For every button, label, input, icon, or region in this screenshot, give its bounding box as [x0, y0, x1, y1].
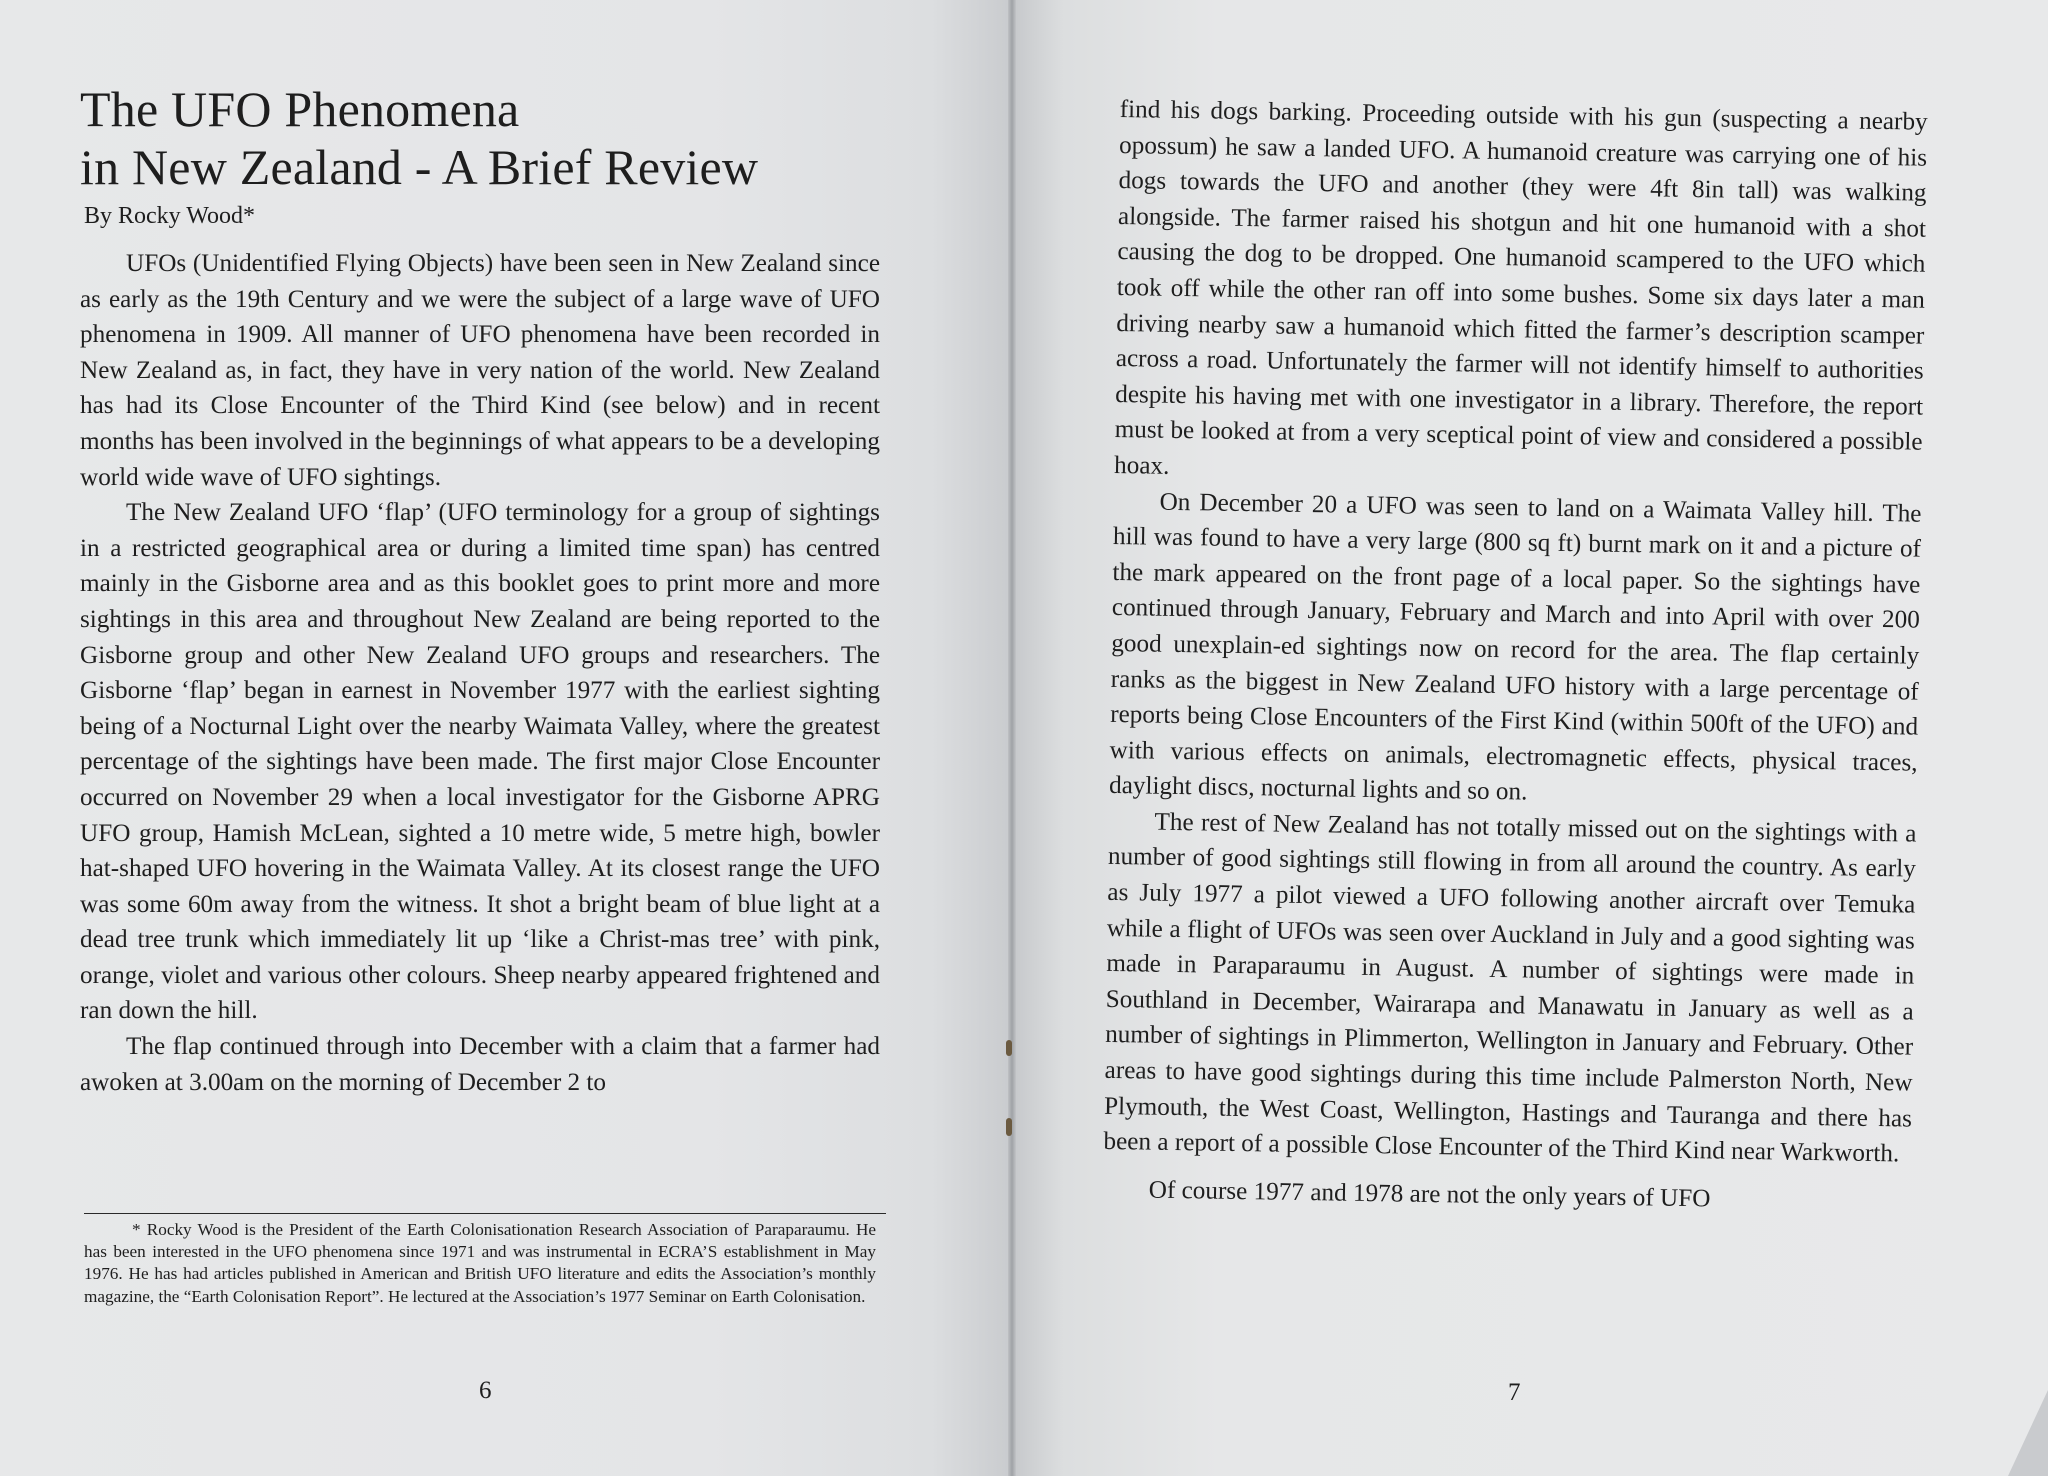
staple-mark	[1006, 1118, 1012, 1136]
title-line-1: The UFO Phenomena	[80, 81, 520, 137]
left-page-content	[80, 80, 880, 1100]
author-footnote	[84, 1219, 876, 1308]
article-title	[80, 80, 880, 196]
paragraph: find his dogs barking. Proceeding outside with his gun (suspecting a nearby opossum) he saw a landed UFO. A humanoid creature was carrying one of his dogs towards the UFO and another (they were 4ft 8in tall) was walking alongside. The farmer raised his shotgun and hit one humanoid with a shot causing the dog to be dropped. One humanoid scampered to the UFO which took off while the other ran off into some bushes. Some six days later a man driving nearby saw a humanoid which fitted the farmer’s description scamper across a road. Unfortunately the farmer will not identify himself to authorities despite his having met with one investigator in a library. Therefore, the report must be looked at from a very sceptical point of view and considered a possible hoax.	[1113, 95, 1928, 480]
title-line-2: in New Zealand - A Brief Review	[80, 139, 759, 195]
paragraph: Of course 1977 and 1978 are not the only years of UFO	[1148, 1176, 1711, 1213]
page-number-right: 7	[1508, 1379, 1521, 1406]
paragraph: The New Zealand UFO ‘flap’ (UFO terminology for a group of sightings in a restricted geographical area or during a limited time span) has centred mainly in the Gisborne area and as this booklet goes to print more and more sightings in this area and throughout New Zealand are being reported to the Gisborne group and other New Zealand UFO groups and researchers. The Gisborne ‘flap’ began in earnest in November 1977 with the earliest sighting being of a Nocturnal Light over the nearby Waimata Valley, where the greatest percentage of the sightings have been made. The first major Close Encounter occurred on November 29 when a local investigator for the Gisborne APRG UFO group, Hamish McLean, sighted a 10 metre wide, 5 metre high, bowler hat-shaped UFO hovering in the Waimata Valley. At its closest range the UFO was some 60m away from the witness. It shot a bright beam of blue light at a dead tree trunk which immediately lit up ‘like a Christ-mas tree’ with pink, orange, violet and various other colours. Sheep nearby appeared frightened and ran down the hill.	[80, 499, 880, 1025]
page-corner-curl	[2008, 1390, 2048, 1476]
staple-mark	[1006, 1040, 1012, 1056]
left-body-text	[80, 246, 880, 1100]
paragraph: The rest of New Zealand has not totally missed out on the sightings with a number of good sightings still flowing in from all around the country. As early as July 1977 a pilot viewed a UFO following another aircraft over Temuka while a flight of UFOs was seen over Auckland in July and a good sighting was made in Paraparaumu in August. A number of sightings were made in Southland in December, Wairarapa and Manawatu in January as well as a number of sightings in Plimmerton, Wellington in January and February. Other areas to have good sightings during this time include Palmerston North, New Plymouth, the West Coast, Wellington, Hastings and Tauranga and there has been a report of a possible Close Encounter of the Third Kind near Warkworth.	[1103, 808, 1917, 1168]
footnote-divider	[84, 1213, 886, 1214]
paragraph: UFOs (Unidentified Flying Objects) have been seen in New Zealand since as early as the 19th Century and we were the subject of a large wave of UFO phenomena in 1909. All manner of UFO phenomena have been recorded in New Zealand as, in fact, they have in very nation of the world. New Zealand has had its Close Encounter of the Third Kind (see below) and in recent months has been involved in the beginnings of what appears to be a developing world wide wave of UFO sightings.	[80, 250, 880, 491]
right-page-content	[1102, 92, 1927, 1220]
page-number-left: 6	[479, 1377, 492, 1404]
paragraph: On December 20 a UFO was seen to land on a Waimata Valley hill. The hill was found to have a very large (800 sq ft) burnt mark on it and a picture of the mark appeared on the front page of a local paper. So the sightings have continued through January, February and March and into April with over 200 good unexplain-ed sightings now on record for the area. The flap certainly ranks as the biggest in New Zealand UFO history with a large percentage of reports being Close Encounters of the First Kind (within 500ft of the UFO) and with various effects on animals, electromagnetic effects, physical traces, daylight discs, nocturnal lights and so on.	[1108, 488, 1922, 806]
binding-gutter	[1008, 0, 1016, 1476]
footnote-text: * Rocky Wood is the President of the Earth Colonisationation Research Association of Paraparaumu. He has been interested in the UFO phenomena since 1971 and was instrumental in ECRA’S establishment in May 1976. He has had articles published in American and British UFO literature and edits the Association’s monthly magazine, the “Earth Colonisation Report”. He lectured at the Association’s 1977 Seminar on Earth Colonisation.	[84, 1220, 876, 1306]
right-body-text	[1102, 92, 1927, 1220]
paragraph: The flap continued through into December with a claim that a farmer had awoken at 3.00am on the morning of December 2 to	[80, 1033, 880, 1096]
byline: By Rocky Wood*	[84, 203, 255, 229]
